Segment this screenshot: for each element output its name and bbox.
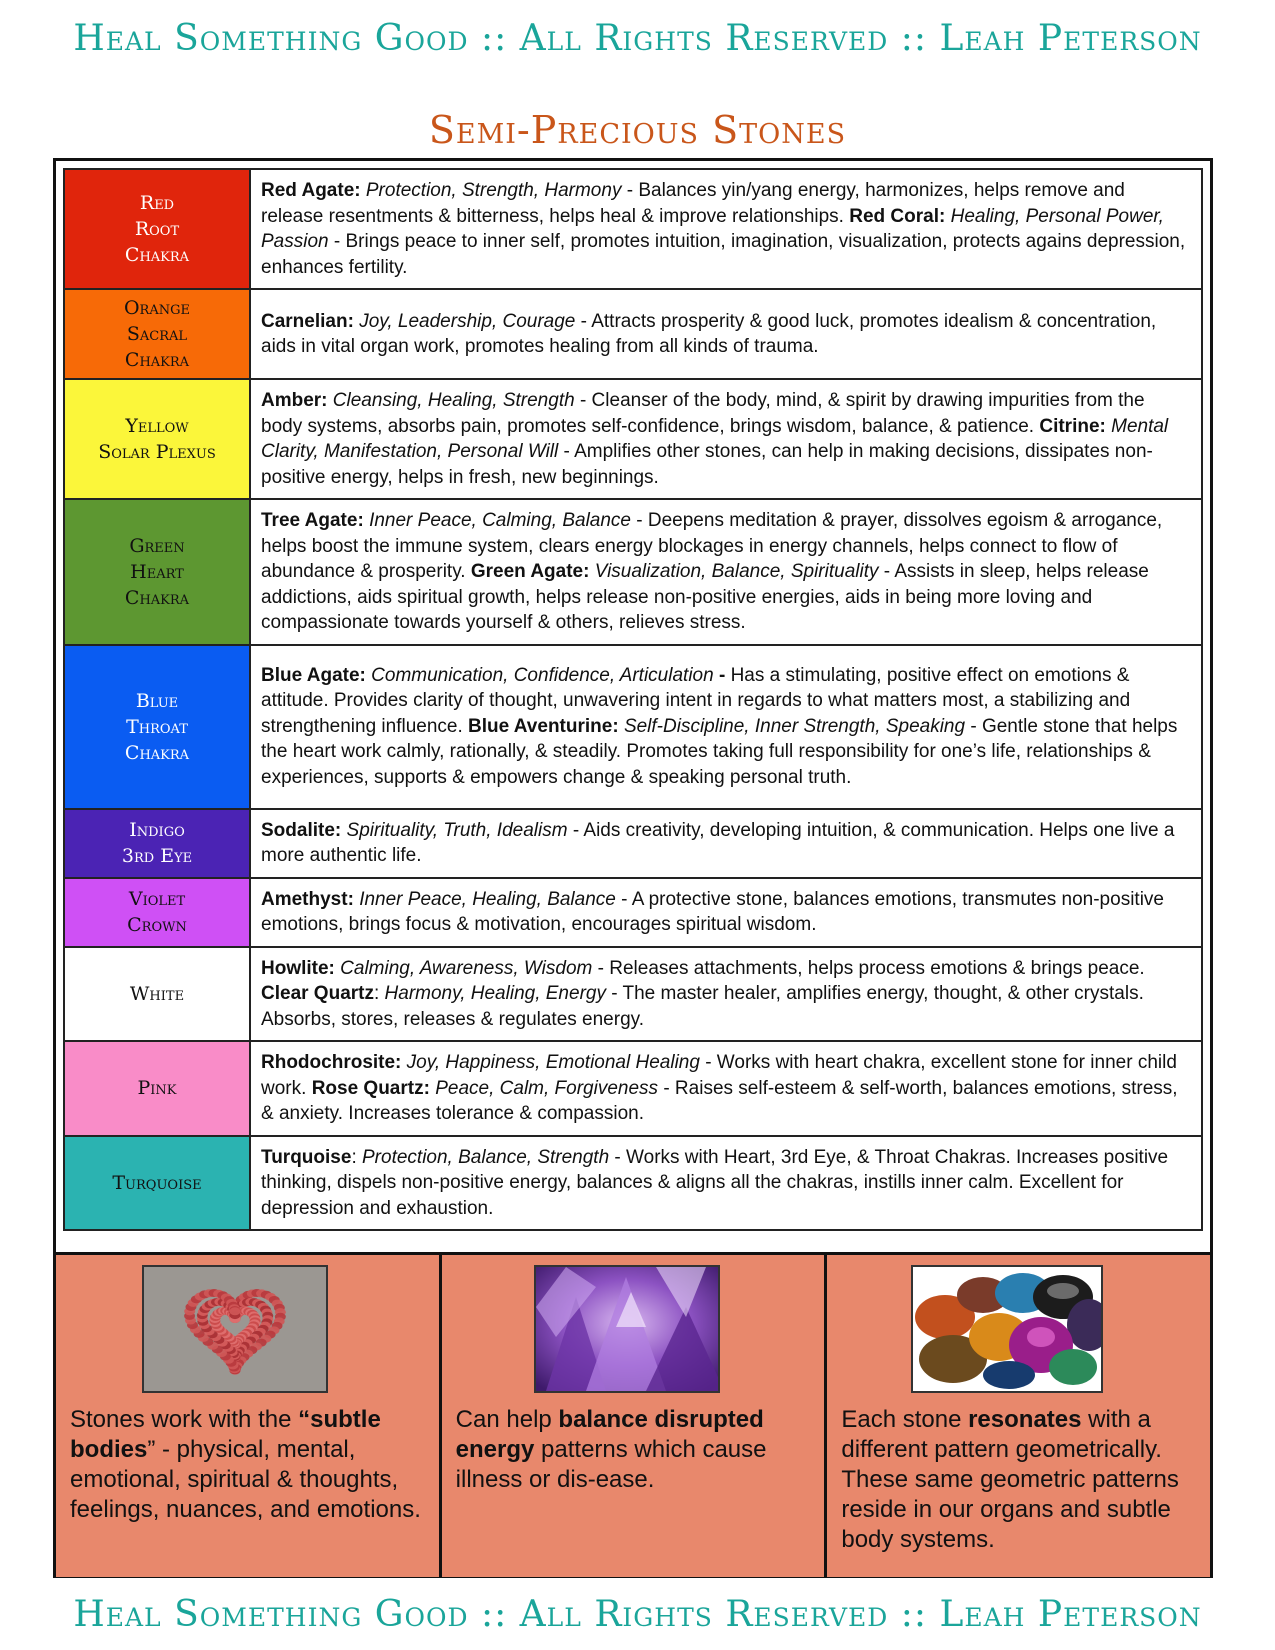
stone-description <box>250 878 1202 947</box>
stone-name: Howlite: <box>261 957 335 979</box>
body-text: ” - physical, mental, emotional, spiritual & thoughts, feelings, nuances, and emotions. <box>70 1436 421 1523</box>
header-banner: Heal Something Good :: All Rights Reserved :: Leah Peterson <box>73 18 1202 59</box>
stone-properties: Joy, Happiness, Emotional Healing <box>406 1052 700 1073</box>
stone-text: - The master healer, amplifies energy, thought, & other crystals. Absorbs, stores, releases & regulates energy. <box>261 983 1144 1030</box>
chakra-label-line: Violet <box>128 888 186 910</box>
stone-properties: Joy, Leadership, Courage <box>359 310 576 332</box>
chakra-label-line: Red <box>139 192 175 214</box>
stone-description <box>250 169 1202 289</box>
stone-properties: Mental Clarity, Manifestation, Personal Will <box>261 415 1169 462</box>
chakra-label-line: White <box>129 982 185 1005</box>
stone-text: - Attracts prosperity & good luck, promotes idealism & concentration, aids in vital organ work, promotes healing from all kinds of trauma. <box>261 310 1157 357</box>
chakra-label <box>64 289 250 379</box>
stone-name: Carnelian: <box>261 310 354 332</box>
stone-name: Rhodochrosite: <box>261 1052 402 1073</box>
chakra-row-blue <box>64 645 1202 809</box>
benefit-cell-subtle-bodies <box>56 1255 439 1577</box>
body-text: Can help <box>455 1406 559 1433</box>
body-text: Stones work with the <box>70 1406 299 1433</box>
chakra-label <box>64 169 250 289</box>
body-text: with a different pattern geometrically. These same geometric patterns reside in our organs and subtle body systems. <box>841 1406 1179 1553</box>
emphasis-text: “subtle bodies <box>70 1406 381 1463</box>
stone-text: - Aids creativity, developing intuition, & communication. Helps one live a more authentic life. <box>261 819 1175 866</box>
chakra-label-line: Green <box>129 534 185 557</box>
chakra-label-line: Crown <box>127 914 187 936</box>
stone-text: - Releases attachments, helps process emotions & brings peace. <box>592 957 1145 979</box>
stone-properties: Cleansing, Healing, Strength <box>332 390 575 411</box>
chakra-row-green <box>64 499 1202 645</box>
stone-description <box>250 645 1202 809</box>
stone-name: Rose Quartz: <box>311 1077 430 1099</box>
stone-name: Blue Agate: <box>261 664 366 686</box>
benefit-cell-resonance <box>824 1255 1210 1577</box>
benefit-cell-energy <box>439 1255 825 1577</box>
chakra-label-line: Solar Plexus <box>98 441 216 463</box>
stone-properties: Inner Peace, Healing, Balance <box>359 888 616 910</box>
stone-description <box>250 1041 1202 1136</box>
emphasis-text: balance disrupted energy <box>455 1406 764 1463</box>
stone-properties: Inner Peace, Calming, Balance <box>369 510 631 531</box>
chakra-label <box>64 809 250 878</box>
page-title: Semi-Precious Stones <box>428 108 847 152</box>
stone-name: - <box>713 664 726 686</box>
chakra-label-line: Heart <box>130 560 184 583</box>
stone-properties: Self-Discipline, Inner Strength, Speaking <box>623 715 966 737</box>
stone-text: - Brings peace to inner self, promotes intuition, imagination, visualization, protects agains depression, enhances fertility. <box>261 231 1186 278</box>
stone-text: - A protective stone, balances emotions, transmutes non-positive emotions, brings focus & motivation, encourages spiritual wisdom. <box>261 888 1164 935</box>
chakra-label-line: Chakra <box>124 244 190 266</box>
stone-properties: Healing, Personal Power, Passion <box>261 205 1164 252</box>
chakra-label-line: Root <box>134 218 180 240</box>
chakra-label-line: Yellow <box>125 415 189 437</box>
chakra-row-red <box>64 169 1202 289</box>
stone-name: Red Agate: <box>261 180 361 201</box>
stone-properties: Communication, Confidence, Articulation <box>371 664 714 686</box>
stone-name: Amber: <box>261 390 328 411</box>
stone-properties: Protection, Strength, Harmony <box>365 180 622 201</box>
stone-properties: Harmony, Healing, Energy <box>384 983 606 1004</box>
chakra-label <box>64 1136 250 1231</box>
stone-name: Green Agate: <box>470 561 590 582</box>
stone-name: Citrine: <box>1039 415 1106 437</box>
benefit-text-subtle-bodies <box>70 1405 429 1525</box>
stone-name: Blue Aventurine: <box>468 715 619 737</box>
benefit-text-energy <box>456 1405 815 1495</box>
body-text: patterns which cause illness or dis-ease. <box>455 1436 767 1493</box>
chakra-stones-table <box>63 168 1203 1231</box>
chakra-label-line: Pink <box>137 1077 177 1100</box>
stone-properties: Calming, Awareness, Wisdom <box>340 957 593 979</box>
chakra-label <box>64 1041 250 1136</box>
benefit-text-resonance <box>841 1405 1200 1555</box>
stone-properties: Peace, Calm, Forgiveness <box>435 1077 659 1099</box>
chakra-label-line: 3rd Eye <box>121 845 193 867</box>
stone-name: Turquoise <box>261 1146 352 1168</box>
stone-text: Has a stimulating, positive effect on emotions & attitude. Provides clarity of thought, unwavering intent in regards to what matters most, a stabilizing and strengthening influence. <box>261 664 1131 737</box>
stone-name: Red Coral: <box>849 205 946 227</box>
stone-text: - Deepens meditation & prayer, dissolves egoism & arrogance, helps boost the immune system, clears energy blockages in energy channels, helps connect to flow of abundance & prosperity. <box>261 510 1163 582</box>
heart-of-pebbles-photo <box>142 1265 328 1393</box>
stone-name: Amethyst: <box>261 888 354 910</box>
stone-description <box>250 379 1202 499</box>
amethyst-crystal-photo <box>534 1265 720 1393</box>
chakra-label <box>64 379 250 499</box>
stone-text: - Balances yin/yang energy, harmonizes, helps remove and release resentments & bitterness, helps heal & improve relationships. <box>261 180 1125 227</box>
body-text: Each stone <box>841 1406 969 1433</box>
stone-description <box>250 499 1202 645</box>
chakra-label-line: Chakra <box>124 741 190 764</box>
chakra-label <box>64 499 250 645</box>
stone-properties: Protection, Balance, Strength <box>362 1146 610 1168</box>
stone-text: - Raises self-esteem & self-worth, balances emotions, stress, & anxiety. Increases tolerance & compassion. <box>261 1077 1178 1124</box>
chakra-label-line: Turquoise <box>112 1171 202 1194</box>
stone-description <box>250 947 1202 1042</box>
footer-banner: Heal Something Good :: All Rights Reserved :: Leah Peterson <box>73 1594 1202 1635</box>
stone-text: : <box>351 1146 362 1168</box>
stone-text: - Works with Heart, 3rd Eye, & Throat Chakras. Increases positive thinking, dispels non-positive energy, balances & aligns all the chakras, instills inner calm. Excellent for depression and exhaustion. <box>261 1146 1169 1219</box>
stone-text: - Amplifies other stones, can help in making decisions, dissipates non-positive energy, helps in fresh, new beginnings. <box>261 441 1153 488</box>
chakra-row-yellow <box>64 379 1202 499</box>
chakra-label <box>64 645 250 809</box>
stone-text: - Gentle stone that helps the heart work calmly, rationally, & steadily. Promotes taking full responsibility for one’s life, relationships & experiences, supports & empowers change & speaking personal truth. <box>261 715 1178 788</box>
chakra-label-line: Orange <box>123 297 190 319</box>
chakra-row-white <box>64 947 1202 1042</box>
stone-properties: Visualization, Balance, Spirituality <box>594 561 879 582</box>
chakra-row-turquoise <box>64 1136 1202 1231</box>
stone-text: - Assists in sleep, helps release addictions, aids spiritual growth, helps release non-positive energies, aids in being more loving and compassionate towards yourself & others, relieves stress. <box>261 561 1149 633</box>
stone-description <box>250 1136 1202 1231</box>
emphasis-text: resonates <box>968 1406 1082 1433</box>
chakra-row-orange <box>64 289 1202 379</box>
stone-description <box>250 289 1202 379</box>
stone-properties: Spirituality, Truth, Idealism <box>346 819 568 841</box>
chakra-label-line: Chakra <box>124 349 190 371</box>
chakra-label-line: Blue <box>135 689 179 712</box>
stone-text: - Cleanser of the body, mind, & spirit by drawing impurities from the body systems, absorbs pain, promotes self-confidence, brings wisdom, balance, & patience. <box>261 390 1145 437</box>
tumbled-agates-photo <box>911 1265 1103 1393</box>
chakra-label-line: Indigo <box>129 819 185 841</box>
chakra-row-violet <box>64 878 1202 947</box>
chakra-label <box>64 878 250 947</box>
stone-name: Tree Agate: <box>261 510 364 531</box>
chakra-label-line: Sacral <box>126 323 188 345</box>
stone-description <box>250 809 1202 878</box>
stone-name: Sodalite: <box>261 819 342 841</box>
chakra-label <box>64 947 250 1042</box>
stone-text: : <box>373 983 385 1004</box>
stone-text: - Works with heart chakra, excellent stone for inner child work. <box>261 1052 1177 1099</box>
chakra-label-line: Throat <box>126 715 188 738</box>
chakra-label-line: Chakra <box>124 586 190 609</box>
benefits-panel <box>56 1252 1210 1577</box>
chakra-row-pink <box>64 1041 1202 1136</box>
chakra-row-indigo <box>64 809 1202 878</box>
stone-name: Clear Quartz <box>261 983 374 1004</box>
